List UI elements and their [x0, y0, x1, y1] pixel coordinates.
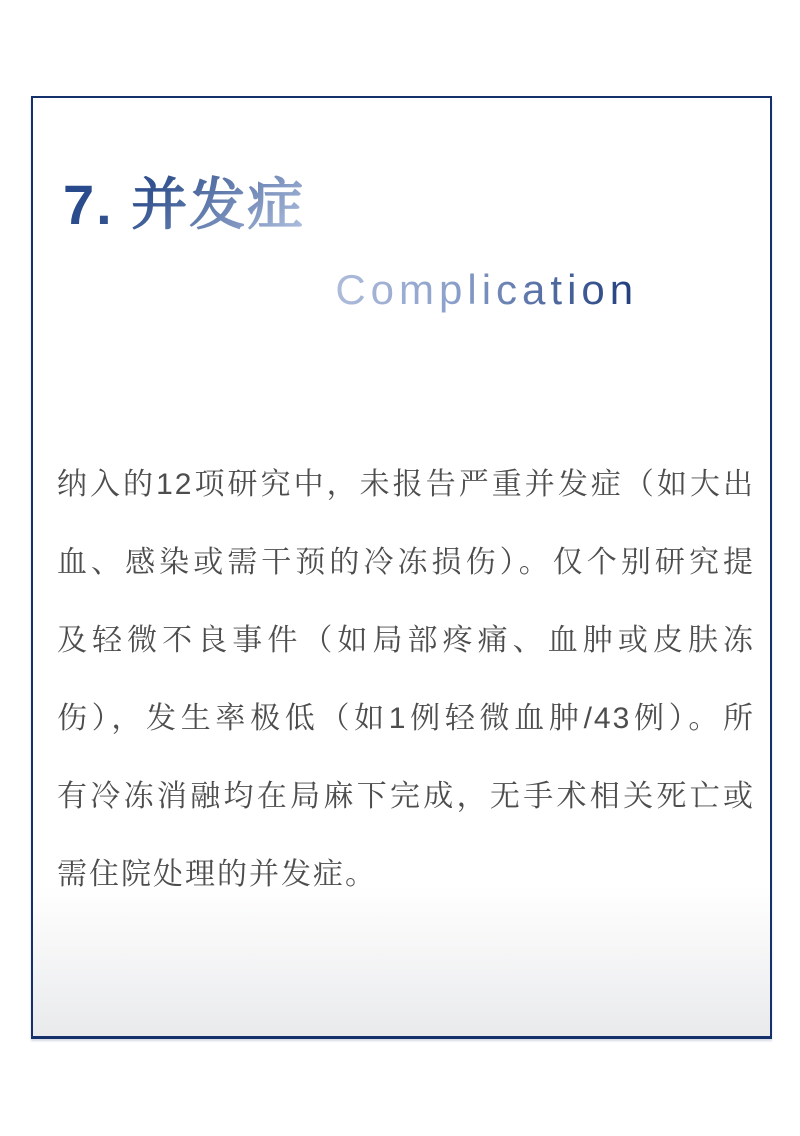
body-line: 及轻微不良事件（如局部疼痛、血肿或皮肤冻 — [57, 624, 755, 657]
body-paragraph — [57, 446, 755, 914]
content-card — [31, 96, 772, 1039]
body-line: 纳入的12项研究中，未报告严重并发症（如大出 — [57, 468, 755, 501]
body-line: 伤），发生率极低（如1例轻微血肿/43例）。所 — [57, 702, 755, 735]
body-line: 血、感染或需干预的冷冻损伤）。仅个别研究提 — [57, 546, 755, 579]
section-subtitle — [301, 258, 638, 320]
body-line: 有冷冻消融均在局麻下完成，无手术相关死亡或 — [57, 780, 755, 813]
section-subtitle-label: Complication — [335, 266, 639, 313]
section-heading: 7. 并发症 — [63, 173, 306, 236]
body-line: 需住院处理的并发症。 — [57, 858, 377, 891]
slash-divider-icon: / — [301, 264, 320, 317]
